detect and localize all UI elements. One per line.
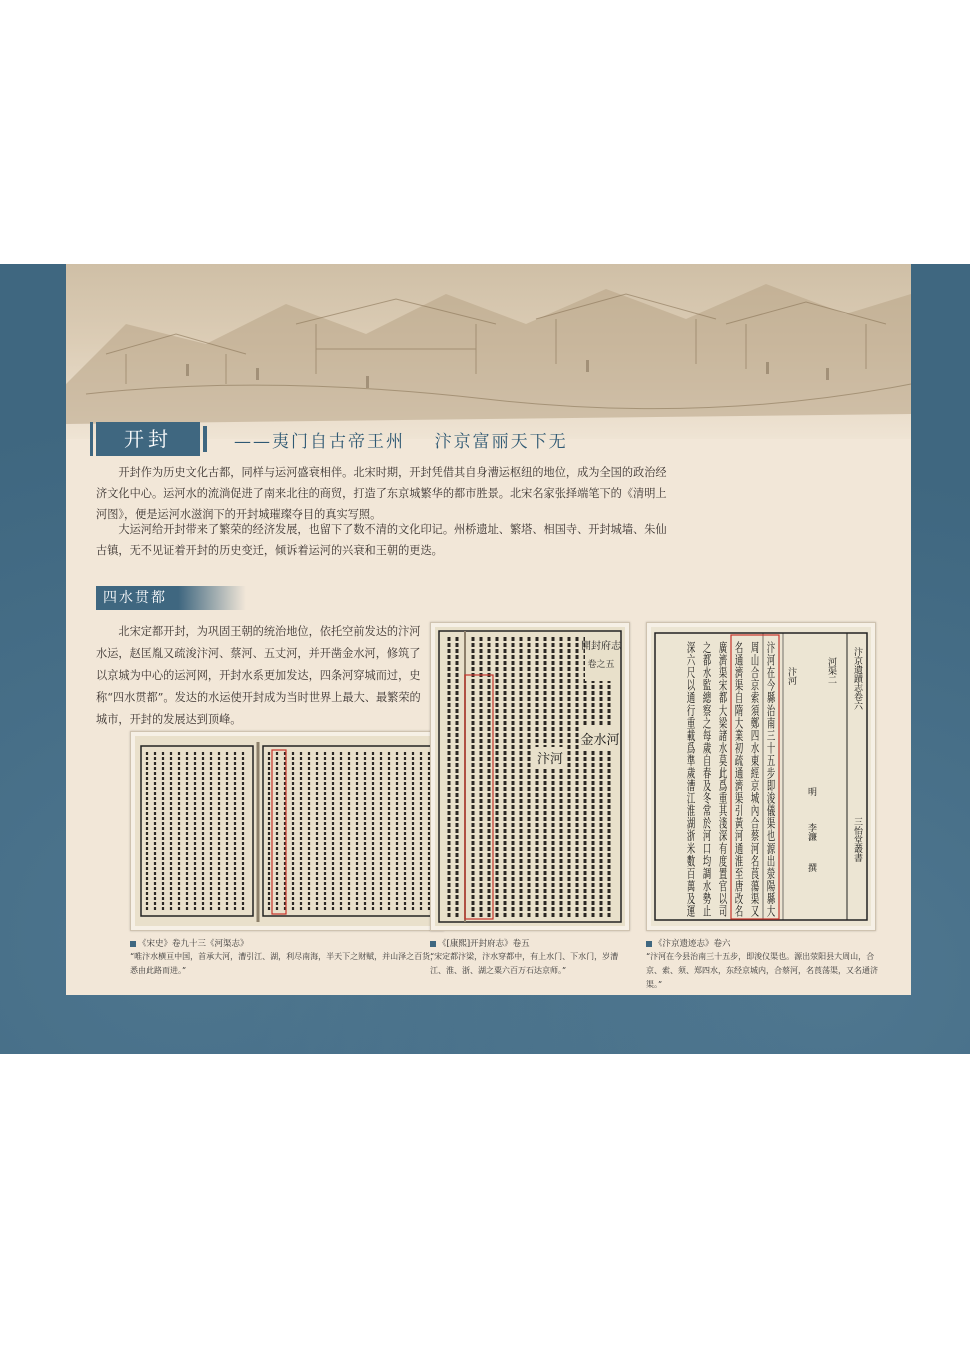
scan-line-5: 之都水監總察之每歲自春及冬常於河口均調水勢止 xyxy=(702,641,712,824)
kaifeng-fuzhi-image xyxy=(430,622,630,931)
subsection-title: 四水贯都 xyxy=(103,590,167,606)
figure-3-caption-title: 《汴京遗迹志》卷六 xyxy=(646,937,731,949)
scan-title-kaifeng: 開封府志 xyxy=(581,641,621,652)
intro-paragraph-1: 开封作为历史文化古都，同样与运河盛衰相伴。北宋时期，开封凭借其自身漕运枢纽的地位，成为全国的政治经济文化中心。运河水的流淌促进了南来北往的商贸，打造了东京城繁华的都市胜景。北宋名家张择端笔下的《清明上河图》，便是运河水滋润下的开封城璀璨夺目的真实写照。 xyxy=(96,466,667,521)
subsection-paragraph: 北宋定都开封，为巩固王朝的统治地位，依托空前发达的汴河水运，赵匡胤又疏浚汴河、蔡河、五丈河，并开凿金水河，修筑了以京城为中心的运河网，开封水系更加发达，四条河穿城而过，史称“四水贯都”。发达的水运使开封成为当时世界上最大、最繁荣的城市，开封的发展达到顶峰。 xyxy=(96,625,421,726)
bianjing-yiji-image xyxy=(646,622,876,931)
scan-line-4: 廣濟渠宋都大梁諸水莫此爲重其淺深有度置官以司 xyxy=(718,641,728,824)
scan-volume-kaifeng: 卷之五 xyxy=(587,660,615,670)
scan-author: 李濂 xyxy=(806,823,816,841)
scan-dynasty: 明 xyxy=(806,787,816,796)
scan-line-2: 周山合京索須鄭四水東經京城內合蔡河名莨蕩渠又 xyxy=(750,641,760,824)
kaifeng-fuzhi-scan xyxy=(435,627,625,926)
scan-line-1: 汴河在今縣治南三十五步即浚儀渠也源出滎陽縣大 xyxy=(766,641,776,824)
section-title: 开封 xyxy=(96,422,200,456)
figure-2-caption-text: “宋定都汴梁，汴水穿都中，有上水门、下水门，岁漕江、淮、浙、湖之粟六百万石达京师。” xyxy=(430,952,619,975)
scan-chapter: 河渠二 xyxy=(826,657,836,684)
scan-compiled: 撰 xyxy=(806,863,816,872)
songshi-book-image xyxy=(130,731,444,931)
scan-series: 三怡堂叢書 xyxy=(852,817,862,862)
figure-1-caption-title: 《宋史》卷九十三《河渠志》 xyxy=(130,937,249,949)
scan-heading-jinshui: 金水河 xyxy=(580,733,620,748)
scan-heading-bianhe: 汴河 xyxy=(536,752,564,767)
scan-line-6: 深六尺以通行重載爲準歲漕江淮湖浙米數百萬及運 xyxy=(686,641,696,824)
intro-paragraph-2: 大运河给开封带来了繁荣的经济发展，也留下了数不清的文化印记。州桥遗址、繁塔、相国寺、开封城墙、朱仙古镇，无不见证着开封的历史变迁，倾诉着运河的兴衰和王朝的更迭。 xyxy=(96,523,667,557)
scan-title-bianjing: 汴京遺蹟志卷六 xyxy=(852,647,862,710)
figure-2-caption-title: 《[康熙]开封府志》卷五 xyxy=(430,937,530,949)
content-panel xyxy=(66,264,911,995)
section-subtitle: ——夷门自古帝王州 汴京富丽天下无 xyxy=(234,432,568,452)
figure-3-caption-text: “汴河在今县治南三十五步，即浚仪渠也。源出荥阳县大周山，合京、索、须、郑四水，东经京城内，合蔡河，名莨荡渠，又名通济渠。” xyxy=(646,952,878,989)
subsection-heading xyxy=(96,586,246,610)
songshi-scan xyxy=(135,736,439,926)
scan-heading-bianhe-2: 汴河 xyxy=(786,667,796,685)
bianjing-yiji-scan xyxy=(651,627,871,926)
figure-1-caption-text: “唯汴水横亘中国，首承大河，漕引江、湖，利尽南海，半天下之财赋，并山泽之百货，悉由此路而进。” xyxy=(130,952,439,975)
qingming-painting-banner xyxy=(66,264,911,439)
scan-line-3: 名通濟渠自隋大業初疏通濟渠引黃河通淮至唐改名 xyxy=(734,641,744,824)
